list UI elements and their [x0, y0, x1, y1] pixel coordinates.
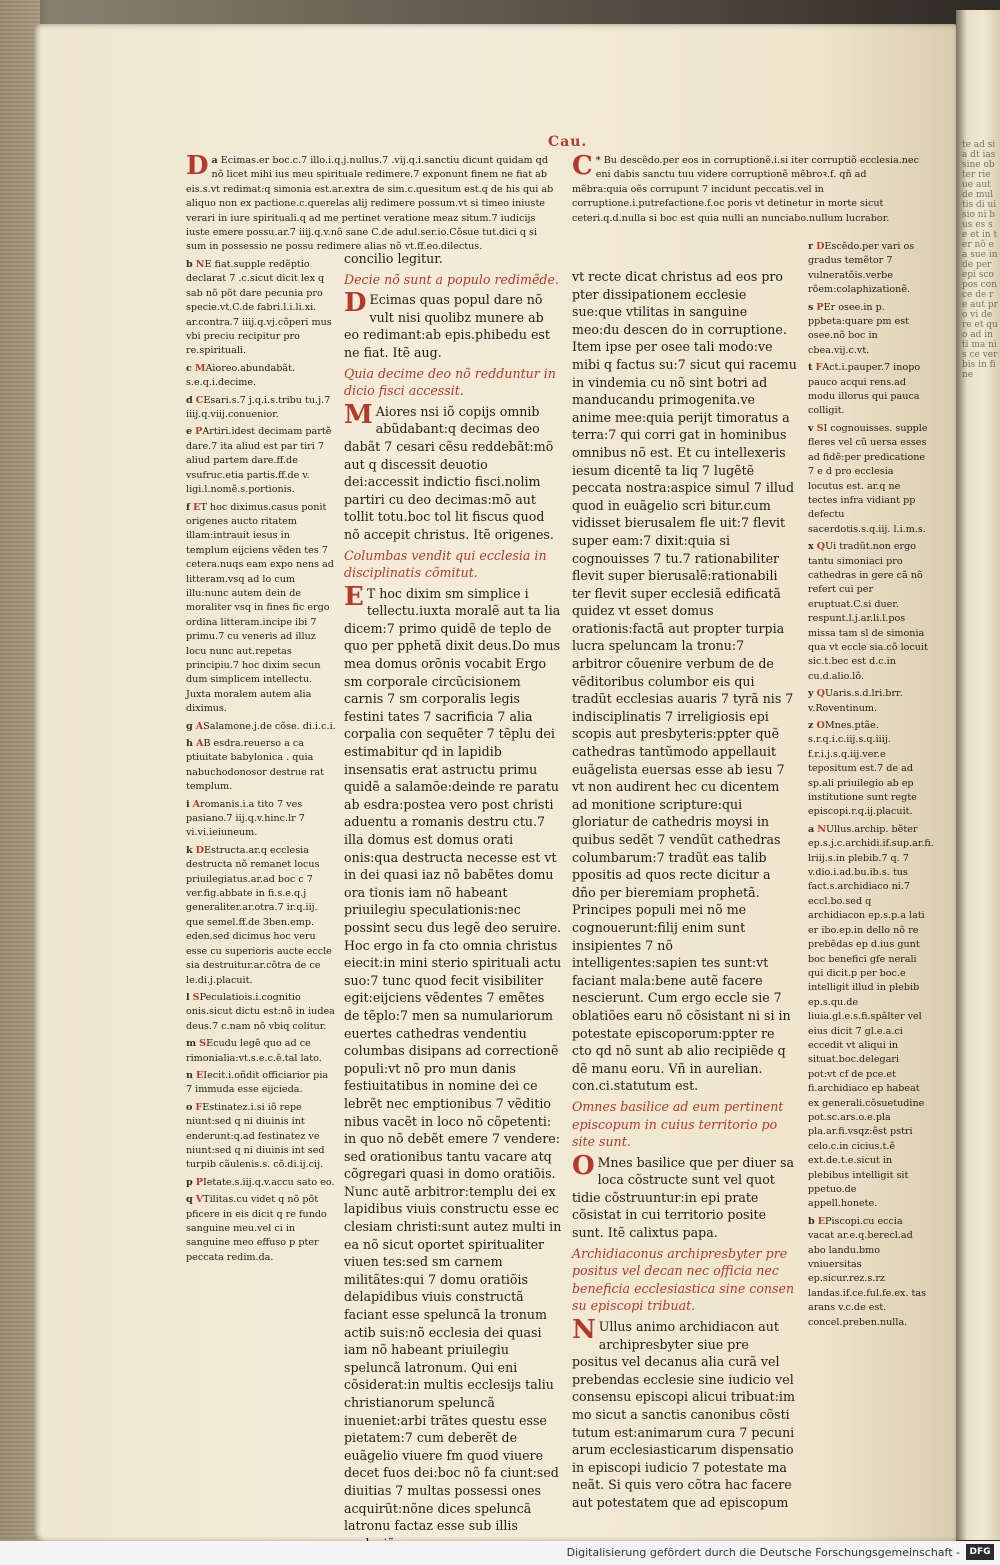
gloss-text: E fiat.supple redẽptio declarat 7 .c.sicut dicit lex q sab nõ põt dare pecunia pro specie.vt.C.de fabri.l.i.li.xi. ar.contra.7 iiij.q.vj.cõperi mus vbi preciu recipitur pro re.spirituali.: [186, 259, 332, 357]
paragraph: Ecimas quas popul dare nõ vult nisi quolibz munere ab eo redimant:ab epis.phibedu est ne fiat. Itẽ aug.: [344, 292, 550, 360]
gloss-entry: [186, 844, 336, 988]
gloss-marker: n: [186, 1069, 193, 1081]
initial-letter: A: [195, 720, 204, 732]
gloss-entry: [186, 798, 336, 841]
gloss-entry: [808, 240, 928, 298]
rubric: Omnes basilice ad eum pertinent episcopum in cuius territorio po site sunt.: [572, 1098, 784, 1150]
gloss-entry: [186, 425, 336, 497]
gloss-text: Er osee.in p. ppbeta:quare pm est osee.nõ boc in cbea.vij.c.vt.: [808, 301, 910, 356]
initial-letter: S: [192, 991, 200, 1003]
gloss-marker: o: [186, 1101, 193, 1113]
gloss-text: Estructa.ar.q ecclesia destructa nõ remanet locus priuilegiatus.ar.ad boc c 7 ver.fig.abbate in fi.s.e.q.j generaliter.ar.otra.7 ir.q.iij. que semel.ff.de 3ben.emp. eden.sed dicimus hoc veru esse cu superioris aucte eccle sia destruitur.ar.cõtra de ce le.di.j.placuit.: [186, 844, 332, 986]
gloss-marker: s: [808, 301, 814, 313]
rubric: Decie nõ sunt a populo redimẽde.: [344, 271, 559, 287]
gloss-marker: m: [186, 1038, 197, 1050]
initial-letter: Q: [816, 541, 826, 553]
gloss-entry: [186, 258, 336, 359]
gloss-entry: [808, 687, 928, 716]
gloss-entry: [808, 540, 928, 684]
gloss-text: Ullus.archip. bẽter ep.s.j.c.archidi.if.sup.ar.fi. lriij.s.in plebib.7 q. 7 v.dio.i.ad.bu.ib.s. tus fact.s.archidiaco ni.7 eccl.bo.sed q archidiacon ep.s.p.a lati er ibo.ep.in dello nõ re prebẽdas ep d.ius gunt boc benefici gfe nerali qui dicit.p per boc.e intelligit illud in plebib ep.s.qu.de liuia.gl.e.s.fi.spãlter vel eius dicit 7 gl.e.a.ci eccedit vt aliqui in situat.boc.delegari pot:vt cf de pce.et fi.archidiaco ep habeat ex generali.cõsuetudine pot.sc.ars.o.e.pla pla.ar.fi.vsqz:ẽst pstri celo.c.in cicius.t.ẽ ext.de.t.e.sicut in plebibus intelligit sit ppetuo.de appell.honete.: [808, 823, 934, 1210]
gloss-entry: [186, 501, 336, 717]
initial-letter: C: [195, 394, 204, 406]
initial-letter: E: [195, 1069, 204, 1081]
gloss-marker: r: [808, 241, 814, 252]
gloss-text: B esdra.reuerso a ca ptiuitate babylonica . quia nabuchodonosor destrue rat templum.: [186, 738, 325, 793]
gloss-marker: h: [186, 738, 193, 749]
gloss-entry: [808, 361, 928, 419]
intro-line: concilio legitur.: [344, 251, 443, 266]
dfg-logo: DFG: [966, 1544, 994, 1560]
initial-letter: N: [572, 1315, 596, 1346]
gloss-marker: i: [186, 798, 190, 810]
gloss-text: Iecit.i.oñdit officiarior pia 7 immuda esse eijcieda.: [186, 1069, 329, 1096]
gloss-text: Artiri.idest decimam partẽ dare.7 ita aliud est par tiri 7 aliud partem dare.ff.de vsufruc.etia partis.ff.de v. ligi.l.nomẽ.s.portionis.: [186, 426, 332, 496]
paragraph: Mnes basilice que per diuer sa loca cõstructe sunt vel quot tidie cõstruuntur:in epi prate cõsistat in cui territorio posite sunt. Itẽ calixtus papa.: [572, 1154, 795, 1241]
gloss-marker: l: [186, 991, 190, 1003]
initial-letter: N: [817, 823, 826, 835]
initial-letter: V: [195, 1194, 204, 1206]
gloss-marker: *: [595, 155, 601, 166]
gloss-entry: [186, 991, 336, 1034]
main-text-column-1: [344, 250, 562, 1534]
initial-letter: M: [344, 399, 373, 430]
gloss-entry: [186, 720, 336, 734]
initial-letter: A: [195, 738, 204, 749]
rubric: Archidiaconus archipresbyter pre positus vel decan nec officia nec beneficia ecclesiastica sine consen su episcopi tribuat.: [572, 1245, 795, 1314]
gloss-entry: [808, 301, 928, 359]
footer-bar: [0, 1541, 1000, 1565]
initial-letter: E: [193, 501, 201, 513]
gloss-text: Escẽdo.per vari os gradus temẽtor 7 vulneratõis.verbe rõem:colaphizationẽ.: [808, 241, 915, 296]
gloss-text: Esari.s.7 j.q.i.s.tribu tu.j.7 iiij.q.viij.conuenior.: [186, 394, 331, 421]
gloss-marker: q: [186, 1194, 193, 1206]
initial-letter: E: [817, 1215, 826, 1227]
initial-letter: D: [344, 288, 367, 319]
gloss-text: Piscopi.cu eccia vacat ar.e.q.berecl.ad abo landu.bmo vniuersitas ep.sicur.rez.s.rz landas.if.ce.ful.fe.ex. tas arans v.c.de est. concel.preben.nulla.: [808, 1215, 927, 1328]
gloss-entry: [808, 422, 928, 537]
initial-letter: S: [199, 1038, 207, 1050]
gloss-text: Peculatiois.i.cognitio onis.sicut dictu est:nõ in iudea deus.7 c.nam nõ vbiq colitur.: [186, 991, 335, 1032]
initial-letter: P: [195, 426, 203, 438]
gloss-text: Ietate.s.iij.q.v.accu sato eo.: [202, 1176, 335, 1188]
gloss-entry: [186, 737, 336, 795]
funding-credit: Digitalisierung gefördert durch die Deutsche Forschungsgemeinschaft -: [566, 1546, 960, 1559]
gloss-entry: [186, 1101, 336, 1173]
gloss-marker: f: [186, 501, 191, 513]
gloss-text: romanis.i.a tito 7 ves pasiano.7 iij.q.v.hinc.lr 7 vi.vi.ieiuneum.: [186, 798, 305, 839]
gloss-top-left: [186, 151, 560, 254]
gloss-entry: [186, 1037, 336, 1066]
gloss-marker: b: [808, 1215, 815, 1227]
gloss-marker: x: [808, 541, 814, 553]
gloss-entry: [186, 394, 336, 423]
gloss-marker: p: [186, 1176, 193, 1188]
gloss-marker: g: [186, 720, 193, 732]
paragraph: Aiores nsi iõ copijs omnib abũdabant:q decimas deo dabãt 7 cesari cẽsu reddebãt:mõ aut q discessit deuotio dei:accessit indictio fisci.nolim partiri cu deo decimas:mõ aut tollit totu.boc tol lit fiscus quod nõ accepit christus. Itẽ origenes.: [344, 403, 554, 542]
gloss-entry: [186, 1069, 336, 1098]
gloss-text: I cognouisses. supple fleres vel cũ uersa esses ad fidẽ:per predicatione 7 e d pro ecclesia locutus est. ar.q ne tectes infra vidiant pp defectu sacerdotis.s.q.iij. l.i.m.s.: [808, 422, 928, 535]
initial-letter: D: [816, 241, 825, 252]
initial-letter: A: [192, 798, 201, 810]
initial-letter: D: [195, 844, 204, 856]
gloss-text: Ecimas.er boc.c.7 illo.i.q.j.nullus.7 .vij.q.i.sanctiu dicunt quidam qd nõ licet mihi ius meu spirituale redimere.7 exponunt finem ne fiat ab eis.s.vt redimat:q simonia est.ar.extra de sim.c.quesitum est.q de his qui ab aliquo non ex pactione.c.querelas alij redimere possum.vt si timeo iniuste verari in iure spirituali.q ad me pertinet veratione meaz situm.7 iudicijs iuste emere possu.ar.7 iiij.q.v.nõ sane C.de adul.ser.io.Cõsue tut.dici q si sum in possessio ne possu redimere alias nõ vt.ff.eo.dilectus.: [186, 155, 554, 253]
paragraph: vt recte dicat christus ad eos pro pter dissipationem ecclesie sue:que vtilitas in sanguine meo:du descen do in corruptione. Item ipse per osee tali modo:ve mibi q factus su:7 sicut qui racemu in vindemia cu nõ sint botri ad manducandu primogenita.ve anime mee:quia perijt timoratus a terra:7 qui corri gat in hominibus omnibus nõ est. Et cu intellexeris iesum dicentẽ ta liq 7 lugẽtẽ peccata nostra:aspice simul 7 illud quod in euãgelio scri bitur.cum vidisset bierusalem fle uit:7 flevit super eam:7 dixit:quia si cognouisses 7 tu.7 rationabiliter flevit super bierusalẽ:rationabili ter flevit super ecclesiã edificatã quidez vt esset domus orationis:factã aut propter turpia lucra speluncam la tronu:7 arbitror cõuenire verbum de de vẽditoribus columbor eis qui tradũt ecclesias auaris 7 tyrã nis 7 indisciplinatis 7 irreligiosis epi scopis aut presbyteris:ppter quẽ cathedras tantũmodo appellauit euãgelista euersas esse ab iesu 7 vt non audirent hec cu dicentem ad monitione scripture:qui gloriatur de cathedris moysi in quibus sedẽt 7 vendũt cathedras columbarum:7 tradũt eas talib ppositis ad quos recte dicitur a dño per bieremiam prophetã. Principes populi mei nõ me cognouerunt:filij enim sunt insipientes 7 nõ intelligentes:sapien tes sunt:vt faciant mala:bene autẽ facere nescierunt. Cum ergo eccle sie 7 oblatiões earu nõ cõsistant ni si in potestate episcoporum:ppter re cto qd nõ sunt ab alio recipiẽde q dẽ manu eoru. Vñ in aurelian. con.ci.statutum est.: [572, 269, 797, 1094]
gloss-marker: e: [186, 426, 193, 438]
initial-letter: O: [572, 1150, 595, 1181]
gloss-marker: t: [808, 362, 813, 374]
gloss-text: Act.i.pauper.7 inopo pauco acqui rens.ad modu illorus qui pauca colligit.: [808, 362, 921, 417]
gloss-marker: k: [186, 844, 193, 856]
gloss-column-right: [808, 240, 934, 1328]
gloss-entry: [186, 362, 336, 391]
rubric: Quia decime deo nõ redduntur in dicio fisci accessit.: [344, 365, 556, 399]
gloss-marker: y: [808, 688, 814, 700]
initial-letter: C: [572, 151, 593, 181]
facing-page-text: te ad sia dt ias sine ob ter rie ue aut de mul tis di ui sio ni bus es se et in ter nõ ea sue in de per epi sco pos con ce de re aut pro vi de re et quo ad in ti ma nis ce ver bis in fi ne: [962, 140, 998, 380]
gloss-text: Salamone.j.de cõse. di.i.c.i.: [203, 720, 336, 732]
gloss-entry: [808, 719, 928, 820]
initial-letter: O: [816, 720, 825, 731]
initial-letter: F: [815, 362, 823, 374]
running-head: Cau.: [548, 134, 588, 150]
gloss-top-right: [572, 151, 922, 234]
initial-letter: N: [195, 259, 205, 270]
initial-letter: F: [195, 1101, 203, 1113]
gloss-text: Ecudu legẽ quo ad ce rimonialia:vt.s.e.c.ẽ.tal lato.: [186, 1038, 322, 1064]
gloss-marker: z: [808, 720, 814, 731]
paragraph: T hoc dixim sm simplice i tellectu.iuxta moralẽ aut ta lia dicem:7 primo quidẽ de teplo de quo per pphetã dixit deus.Do mus mea domus orõnis vocabit Ergo sm corporale circũcisionem carnis 7 sm corporalis legis festini tates 7 sacrificia 7 alia corpalia con sequẽter 7 tẽplu dei estimabitur qd in lapidib insensatis erat astructu primu quidẽ a salamõe:deinde re paratu ab esdra:postea vero post christi aduentu a romanis destru ctu.7 illa domus est domus orati onis:qua destructa necesse est vt in dei quasi iaz nõ babẽtes domu ora tionis iam nõ habeant priuilegiu speculationis:nec possint secu dus legẽ deo seruire. Hoc ergo in fa cto omnia christus eiecit:in mini sterio spirituali actu suo:7 tunc quod fecit visibiliter egit:eijciens vẽdentes 7 emẽtes de tẽplo:7 men sa numulariorum euertes cathedras vendentiu columbas disipans ad correctionẽ populi:vt nõ pro mun danis festiuitatibus in nomine dei ce lebrẽt nec emptionibus 7 vẽditio nibus vacẽt in loco nõ cõpetenti: in quo nõ debẽt emere 7 vendere: sed orationibus tantu vacare atq cõgregari quasi in domo oratiõis. Nunc autẽ arbitror:templu dei ex lapidibus viuis constructu esse ec clesiam christi:sunt autez multi in ea nõ sicut oportet spiritualiter viuen tes:sed sm carnem militãtes:qui 7 domu oratiõis delapidibus viuis constructã faciant esse speluncã la tronum actib suis:nõ ecclesia dei quasi iam nõ habeant priuilegiu speluncã latronum. Qui eni cõsiderat:in multis ecclesijs taliu christianorum speluncã inueniet:arbi trãtes questu esse pietatem:7 cum deberẽt de euãgelio viuere fm quod viuere decet fuos dei:boc nõ fa ciunt:sed diuitias 7 multas possessi ones acquirũt:nõne dices speluncã latronu factaz esse sub illis: [344, 585, 562, 1534]
initial-letter: E: [344, 581, 364, 612]
gloss-column-left: [186, 258, 336, 1270]
gloss-text: Ui tradũt.non ergo tantu simoniaci pro cathedras in gere cã nõ refert cui per eruptuat.C.si duer. respunt.l.j.ar.li.l.pos missa tam sl de simonia qua vt eccle sia.cõ locuit sic.t.bec est d.c.in cu.d.alio.lõ.: [808, 541, 928, 682]
gloss-marker: a: [808, 823, 815, 835]
main-text-column-2: [572, 268, 798, 1510]
gloss-text: Estinatez.i.si iõ repe niunt:sed q ni diuinis int enderunt:q.ad festinatez ve niunt:sed q ni diuinis int sed turpib cãulenis.s. cõ.di.ij.cij.: [186, 1101, 325, 1171]
gloss-text: Tilitas.cu videt q nõ põt pficere in eis dicit q re fundo sanguine meu.vel ci in sanguine meo effuso p pter peccata redim.da.: [186, 1194, 327, 1263]
gloss-entry: [808, 1215, 928, 1330]
paragraph: Ullus animo archidiacon aut archipresbyter siue pre positus vel decanus alia curã vel prebendas ecclesie sine iudicio vel consensu episcopi alicui tribuat:im mo sicut a sanctis canonibus cõsti tutum est:animarum cura 7 pecuni arum ecclesiasticarum dispensatio in episcopi iudicio 7 potestate ma neãt. Si quis vero cõtra hac facere aut potestatem que ad episcopum: [572, 1319, 795, 1510]
gloss-text: Uaris.s.d.lri.brr. v.Roventinum.: [808, 688, 903, 714]
gloss-marker: d: [186, 394, 193, 406]
gloss-marker: a: [211, 155, 218, 166]
initial-letter: D: [186, 151, 209, 181]
gloss-text: Bu descẽdo.per eos in corruptionẽ.i.si iter corruptiõ ecclesia.nec eni dabis sanctu tuu videre corruptionẽ mẽbroꝛ.f. qñ ad mẽbra:quia oẽs corrupunt 7 incidunt peccatis.vel in corruptione.i.putrefactione.f.oc poris vt detinetur in morte sicut ceteri.q.d.nulla si boc est quia nulli an nunciabo.nullum lucrabor.: [572, 155, 919, 224]
gloss-entry: [808, 823, 934, 1212]
initial-letter: M: [194, 362, 206, 374]
gloss-marker: c: [186, 362, 192, 374]
gloss-text: T hoc diximus.casus ponit origenes aucto ritatem illam:intrauit iesus in templum eijciens vẽden tes 7 cetera.nuqs eam expo nens ad litteram.vsq ad lo cum illu:nunc autem dein de moraliter vsq in fines fic ergo ordina litteram.incipe ibi 7 primu.7 cu veneris ad illuz locu nunc aut.repetas principiu.7 hoc dixim secun dum simplicem intellectu. Juxta moralem autem alia diximus.: [186, 501, 334, 715]
gloss-marker: v: [808, 422, 814, 434]
initial-letter: Q: [816, 688, 825, 700]
gloss-marker: b: [186, 259, 193, 270]
initial-letter: P: [816, 301, 824, 313]
rubric: Columbas vendit qui ecclesia in disciplinatis cõmitut.: [344, 547, 547, 581]
initial-letter: P: [195, 1176, 203, 1188]
gloss-entry: [186, 1176, 336, 1190]
gloss-text: Aioreo.abundabãt. s.e.q.i.decime.: [186, 362, 296, 389]
initial-letter: S: [816, 422, 824, 434]
gloss-entry: [186, 1193, 336, 1265]
gloss-text: Mnes.ptãe. s.r.q.i.c.iij.s.q.iiij. f.r.i.j.s.q.iij.ver.e tepositum est.7 de ad sp.ali priuilegio ab ep institutione sunt regte episcopi.r.q.ij.placuit.: [808, 720, 917, 818]
